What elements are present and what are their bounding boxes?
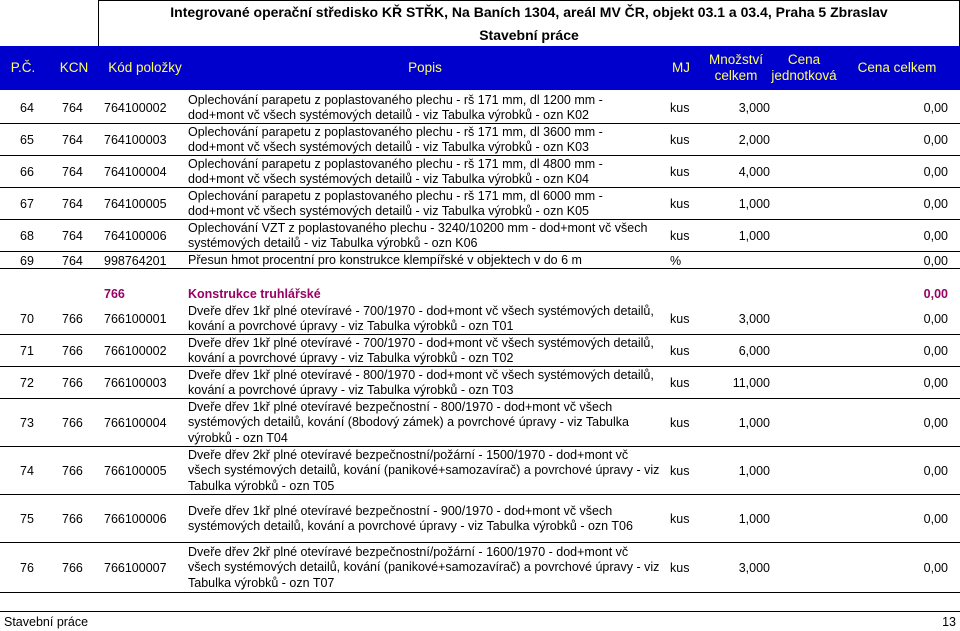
cell-kod: 764100003 (104, 133, 167, 147)
cell-kod: 764100005 (104, 197, 167, 211)
cell-cena-celkem: 0,00 (923, 561, 948, 575)
cell-mj: kus (670, 561, 690, 575)
cell-kcn: 766 (62, 344, 83, 358)
cell-kcn: 764 (62, 229, 83, 243)
cell-popis: Dveře dřev 1kř plné otevíravé bezpečnostní - 800/1970 - dod+mont vč všech systémových detailů, kování (8bodový zámek) a povrchové úpravy - viz Tabulka výrobků - ozn T04 (188, 399, 629, 445)
document-subtitle: Stavební práce (98, 24, 960, 46)
cell-mj: kus (670, 464, 690, 478)
cell-popis: Oplechování VZT z poplastovaného plechu - 3240/10200 mm - dod+mont vč všech systémových detailů - viz Tabulka výrobků - ozn K06 (188, 220, 648, 250)
cell-popis: Přesun hmot procentní pro konstrukce klempířské v objektech v do 6 m (188, 252, 582, 267)
cell-popis: Dveře dřev 1kř plné otevíravé - 800/1970 - dod+mont vč všech systémových detailů, kování a povrchové úpravy - viz Tabulka výrobků - ozn T03 (188, 367, 654, 397)
cell-mnozstvi: 3,000 (738, 101, 770, 115)
cell-cena-celkem: 0,00 (923, 253, 948, 268)
cell-mnozstvi: 4,000 (738, 165, 770, 179)
col-cena-jednotkova: Cena jednotková (771, 52, 837, 83)
table-row (0, 303, 960, 335)
cell-pc: 70 (20, 312, 34, 326)
cell-mnozstvi: 3,000 (738, 561, 770, 575)
cell-mnozstvi: 1,000 (738, 416, 770, 430)
cell-popis: Oplechování parapetu z poplastovaného plechu - rš 171 mm, dl 1200 mm - dod+mont vč všech systémových detailů - viz Tabulka výrobků - ozn K02 (188, 92, 603, 122)
cell-cena-celkem: 0,00 (923, 312, 948, 326)
cell-kod: 766100007 (104, 561, 167, 575)
cell-kod: 766100001 (104, 312, 167, 326)
cell-mnozstvi (702, 252, 770, 269)
cell-kcn: 764 (62, 253, 83, 268)
table-row (0, 252, 960, 269)
cell-cena-celkem: 0,00 (923, 512, 948, 526)
cell-pc: 74 (20, 464, 34, 478)
cell-mj: kus (670, 376, 690, 390)
cell-popis: Dveře dřev 1kř plné otevíravé - 700/1970 - dod+mont vč všech systémových detailů, kování a povrchové úpravy - viz Tabulka výrobků - ozn T02 (188, 335, 654, 365)
cell-kcn: 766 (62, 561, 83, 575)
cell-mj: kus (670, 512, 690, 526)
document-title: Integrované operační středisko KŘ STŘK, Na Baních 1304, areál MV ČR, objekt 03.1 a 03.4, Praha 5 Zbraslav (98, 0, 960, 24)
cell-mj: kus (670, 133, 690, 147)
cell-cena-celkem: 0,00 (923, 101, 948, 115)
cell-popis: Oplechování parapetu z poplastovaného plechu - rš 171 mm, dl 4800 mm - dod+mont vč všech systémových detailů - viz Tabulka výrobků - ozn K04 (188, 156, 603, 186)
table-row (0, 367, 960, 399)
column-header-row (0, 46, 960, 90)
table-row (0, 495, 960, 543)
cell-kod: 766100004 (104, 416, 167, 430)
section-kcn: 766 (104, 287, 125, 301)
cell-kod: 766100005 (104, 464, 167, 478)
table-row (0, 447, 960, 495)
col-popis: Popis (408, 60, 442, 75)
cell-mnozstvi: 11,000 (732, 376, 770, 390)
table-row (0, 124, 960, 156)
cell-popis: Oplechování parapetu z poplastovaného plechu - rš 171 mm, dl 6000 mm - dod+mont vč všech systémových detailů - viz Tabulka výrobků - ozn K05 (188, 188, 603, 218)
cell-mnozstvi: 3,000 (738, 312, 770, 326)
cell-cena-celkem: 0,00 (923, 229, 948, 243)
cell-mj: kus (670, 101, 690, 115)
cell-kcn: 766 (62, 376, 83, 390)
cell-kcn: 764 (62, 165, 83, 179)
cell-popis: Dveře dřev 2kř plné otevíravé bezpečnostní/požární - 1600/1970 - dod+mont vč všech systémových detailů, kování (panikové+samozavírač) a povrchové úpravy - viz Tabulka výrobků - ozn T07 (188, 544, 660, 590)
cell-mj: kus (670, 344, 690, 358)
cell-mnozstvi: 1,000 (738, 229, 770, 243)
cell-mnozstvi: 1,000 (738, 512, 770, 526)
cell-kod: 764100004 (104, 165, 167, 179)
cell-mj: kus (670, 416, 690, 430)
cell-kod: 764100002 (104, 101, 167, 115)
cell-mj: kus (670, 165, 690, 179)
col-pc: P.Č. (10, 60, 36, 75)
cell-cena-celkem: 0,00 (923, 416, 948, 430)
cell-pc: 73 (20, 416, 34, 430)
cell-mj: kus (670, 197, 690, 211)
cell-mj: % (670, 253, 682, 268)
cell-cena-celkem: 0,00 (923, 464, 948, 478)
cell-pc: 65 (20, 133, 34, 147)
table-row (0, 399, 960, 447)
table-row (0, 335, 960, 367)
cell-pc: 67 (20, 197, 34, 211)
table-row (0, 220, 960, 252)
cell-pc: 71 (20, 344, 34, 358)
col-mnozstvi: Množství celkem (708, 52, 763, 83)
table-row (0, 92, 960, 124)
cell-kod: 998764201 (104, 253, 167, 268)
cell-kcn: 766 (62, 312, 83, 326)
cell-popis: Dveře dřev 1kř plné otevíravé - 700/1970 - dod+mont vč všech systémových detailů, kování a povrchové úpravy - viz Tabulka výrobků - ozn T01 (188, 303, 654, 333)
col-mj: MJ (672, 60, 690, 75)
cell-kod: 766100006 (104, 512, 167, 526)
section-total: 0,00 (923, 287, 948, 301)
cell-cena-celkem: 0,00 (923, 197, 948, 211)
cell-pc: 72 (20, 376, 34, 390)
cell-pc: 68 (20, 229, 34, 243)
table-row (0, 543, 960, 593)
cell-mj: kus (670, 312, 690, 326)
cell-mnozstvi: 1,000 (738, 197, 770, 211)
cell-kcn: 764 (62, 101, 83, 115)
cell-mj: kus (670, 229, 690, 243)
cell-mnozstvi: 6,000 (738, 344, 770, 358)
cell-cena-celkem: 0,00 (923, 376, 948, 390)
cell-mnozstvi: 1,000 (738, 464, 770, 478)
table-row (0, 188, 960, 220)
cell-pc: 69 (20, 253, 34, 268)
cell-kod: 766100002 (104, 344, 167, 358)
cell-kcn: 766 (62, 416, 83, 430)
cell-popis: Dveře dřev 1kř plné otevíravé bezpečnostní - 900/1970 - dod+mont vč všech systémových detailů, kování a povrchové úpravy - viz Tabulka výrobků - ozn T06 (188, 503, 633, 533)
cell-cena-celkem: 0,00 (923, 344, 948, 358)
section-header-766 (0, 285, 960, 303)
cell-pc: 64 (20, 101, 34, 115)
col-kod: Kód položky (108, 60, 182, 75)
col-cena-celkem: Cena celkem (857, 60, 937, 75)
col-kcn: KCN (59, 60, 89, 75)
cell-kod: 764100006 (104, 229, 167, 243)
cell-popis: Dveře dřev 2kř plné otevíravé bezpečnostní/požární - 1500/1970 - dod+mont vč všech systémových detailů, kování (panikové+samozavírač) a povrchové úpravy - viz Tabulka výrobků - ozn T05 (188, 447, 660, 493)
cell-kcn: 766 (62, 464, 83, 478)
footer-label: Stavební práce (4, 615, 89, 629)
cell-popis: Oplechování parapetu z poplastovaného plechu - rš 171 mm, dl 3600 mm - dod+mont vč všech systémových detailů - viz Tabulka výrobků - ozn K03 (188, 124, 603, 154)
cell-pc: 66 (20, 165, 34, 179)
cell-mnozstvi: 2,000 (738, 133, 770, 147)
cell-cena-celkem: 0,00 (923, 133, 948, 147)
table-row (0, 156, 960, 188)
cell-cena-celkem: 0,00 (923, 165, 948, 179)
page-footer (0, 611, 960, 631)
section-title: Konstrukce truhlářské (188, 287, 321, 301)
cell-kod: 766100003 (104, 376, 167, 390)
cell-pc: 76 (20, 561, 34, 575)
cell-kcn: 764 (62, 133, 83, 147)
page-number: 13 (942, 615, 956, 629)
cell-kcn: 766 (62, 512, 83, 526)
cell-kcn: 764 (62, 197, 83, 211)
cell-pc: 75 (20, 512, 34, 526)
